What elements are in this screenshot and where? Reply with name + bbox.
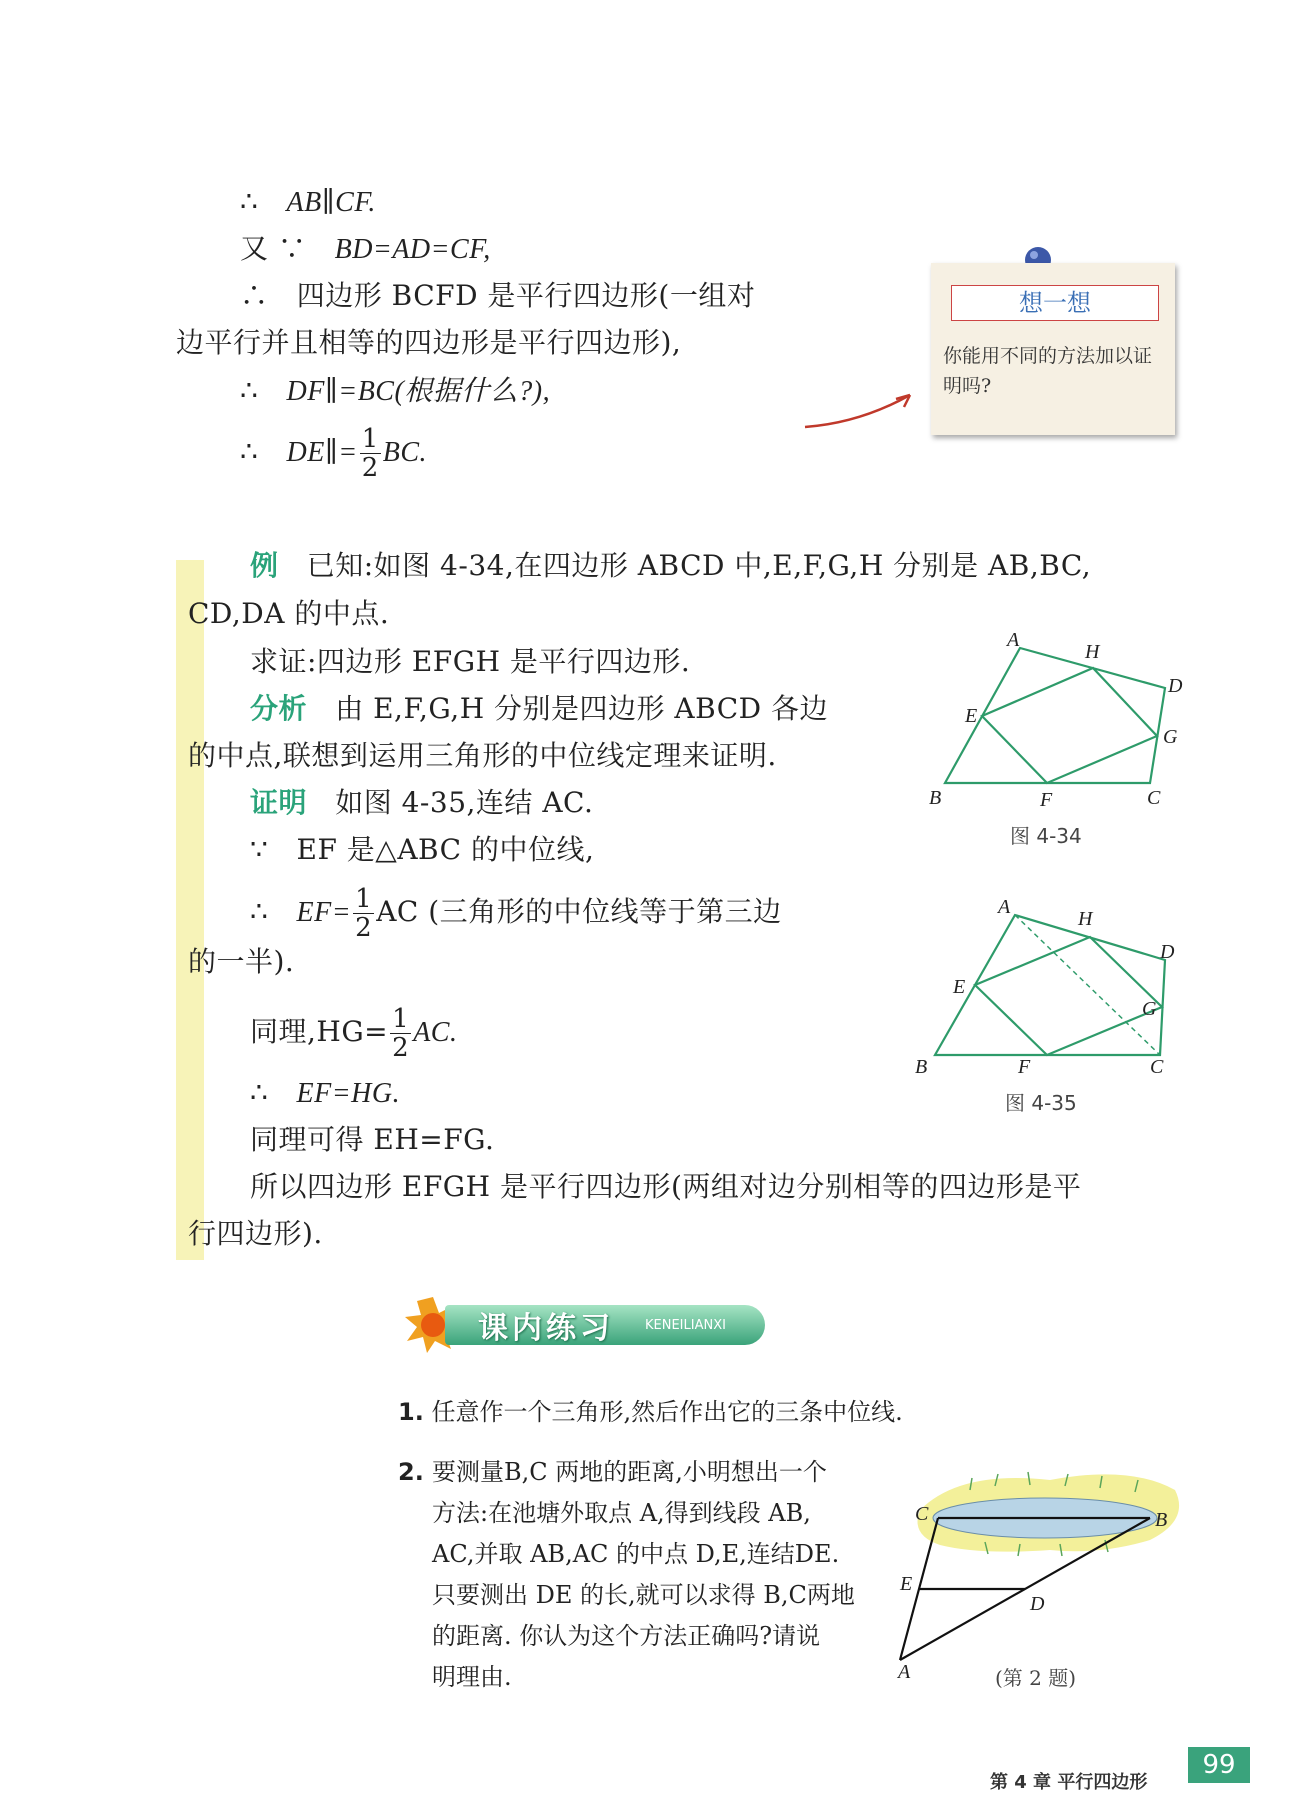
- example-line-5: 的中点,联想到运用三角形的中位线定理来证明.: [188, 739, 777, 772]
- quad-efgh-35: [975, 937, 1162, 1055]
- practice-q2-line-5: 的距离. 你认为这个方法正确吗?请说: [432, 1622, 821, 1650]
- label-E: E: [965, 705, 978, 727]
- proof-line-1: ∴ AB∥CF.: [240, 185, 376, 218]
- practice-q1: 1. 任意作一个三角形,然后作出它的三条中位线.: [398, 1398, 903, 1426]
- example-band: [176, 560, 204, 1260]
- analysis-line: 分析 由 E,F,G,H 分别是四边形 ABCD 各边: [250, 692, 829, 725]
- label-E-q2: E: [900, 1573, 913, 1595]
- label-G-35: G: [1142, 998, 1157, 1020]
- label-H-35: H: [1078, 908, 1093, 930]
- example-line-1: 例 已知:如图 4-34,在四边形 ABCD 中,E,F,G,H 分别是 AB,BC,: [250, 549, 1092, 582]
- quad-efgh: [982, 668, 1157, 783]
- think-note: [931, 263, 1175, 435]
- label-B: B: [929, 787, 942, 809]
- example-line-12: 同理可得 EH=FG.: [250, 1123, 495, 1156]
- label-C-q2: C: [915, 1503, 929, 1525]
- proof-line-6: ∴ DE∥= $\frac{1}{2}$ BC.: [240, 424, 428, 483]
- think-note-title: 想一想: [951, 285, 1159, 321]
- figure-4-35-caption: 图 4-35: [1005, 1091, 1077, 1115]
- quad-abcd-35: [935, 915, 1165, 1055]
- label-A-35: A: [998, 896, 1011, 918]
- example-line-10: 同理,HG= $\frac{1}{2}$ AC.: [250, 1004, 458, 1063]
- label-D-q2: D: [1030, 1593, 1045, 1615]
- practice-q2-line-6: 明理由.: [432, 1663, 512, 1691]
- label-D: D: [1168, 675, 1183, 697]
- figure-4-35: [910, 895, 1180, 1078]
- practice-title: 课内练习: [478, 1311, 614, 1346]
- example-line-11: ∴ EF=HG.: [250, 1076, 401, 1109]
- pond-figure: [898, 1460, 1190, 1683]
- figure-4-34-caption: 图 4-34: [1010, 824, 1082, 848]
- think-note-text: 你能用不同的方法加以证明吗?: [943, 345, 1153, 397]
- chapter-title: 第 4 章 平行四边形: [990, 1772, 1148, 1793]
- example-line-9: 的一半).: [188, 945, 295, 978]
- label-B-35: B: [915, 1056, 928, 1078]
- proof-line-2: 又 ∵ BD=AD=CF,: [240, 232, 491, 265]
- label-H: H: [1085, 641, 1100, 663]
- question-2-caption: (第 2 题): [995, 1666, 1077, 1690]
- quad-abcd: [945, 648, 1165, 783]
- label-F: F: [1040, 789, 1053, 811]
- practice-q2-line-4: 只要测出 DE 的长,就可以求得 B,C两地: [432, 1581, 855, 1609]
- figure-4-34: [925, 628, 1185, 811]
- example-line-14: 行四边形).: [188, 1217, 323, 1250]
- practice-q2-line-1: 要测量B,C 两地的距离,小明想出一个: [432, 1458, 827, 1486]
- practice-q2-line-3: AC,并取 AB,AC 的中点 D,E,连结DE.: [432, 1540, 840, 1568]
- proof-line-3: ∴ 四边形 BCFD 是平行四边形(一组对: [240, 279, 756, 312]
- example-line-3: 求证:四边形 EFGH 是平行四边形.: [250, 645, 691, 678]
- practice-q2-num: 2.: [398, 1458, 424, 1486]
- label-D-35: D: [1160, 941, 1175, 963]
- label-G: G: [1163, 726, 1178, 748]
- proof-line-4: 边平行并且相等的四边形是平行四边形),: [176, 326, 682, 359]
- label-E-35: E: [953, 976, 966, 998]
- label-B-q2: B: [1155, 1509, 1168, 1531]
- proof-line-5: ∴ DF∥=BC(根据什么?),: [240, 374, 551, 407]
- example-line-7: ∵ EF 是△ABC 的中位线,: [250, 833, 595, 866]
- example-line-2: CD,DA 的中点.: [188, 597, 390, 630]
- label-A: A: [1007, 629, 1020, 651]
- example-line-8: ∴ EF= $\frac{1}{2}$ AC (三角形的中位线等于第三边: [250, 884, 782, 943]
- practice-q2-line-2: 方法:在池塘外取点 A,得到线段 AB,: [432, 1499, 811, 1527]
- label-C: C: [1147, 787, 1161, 809]
- proof-label-line: 证明 如图 4-35,连结 AC.: [250, 786, 594, 819]
- page-number: 99: [1188, 1747, 1250, 1783]
- label-A-q2: A: [898, 1661, 911, 1683]
- label-C-35: C: [1150, 1056, 1164, 1078]
- practice-subtitle: KENEILIANXI: [645, 1318, 726, 1333]
- arrow-icon: [800, 385, 920, 435]
- example-line-13: 所以四边形 EFGH 是平行四边形(两组对边分别相等的四边形是平: [250, 1170, 1082, 1203]
- label-F-35: F: [1018, 1056, 1031, 1078]
